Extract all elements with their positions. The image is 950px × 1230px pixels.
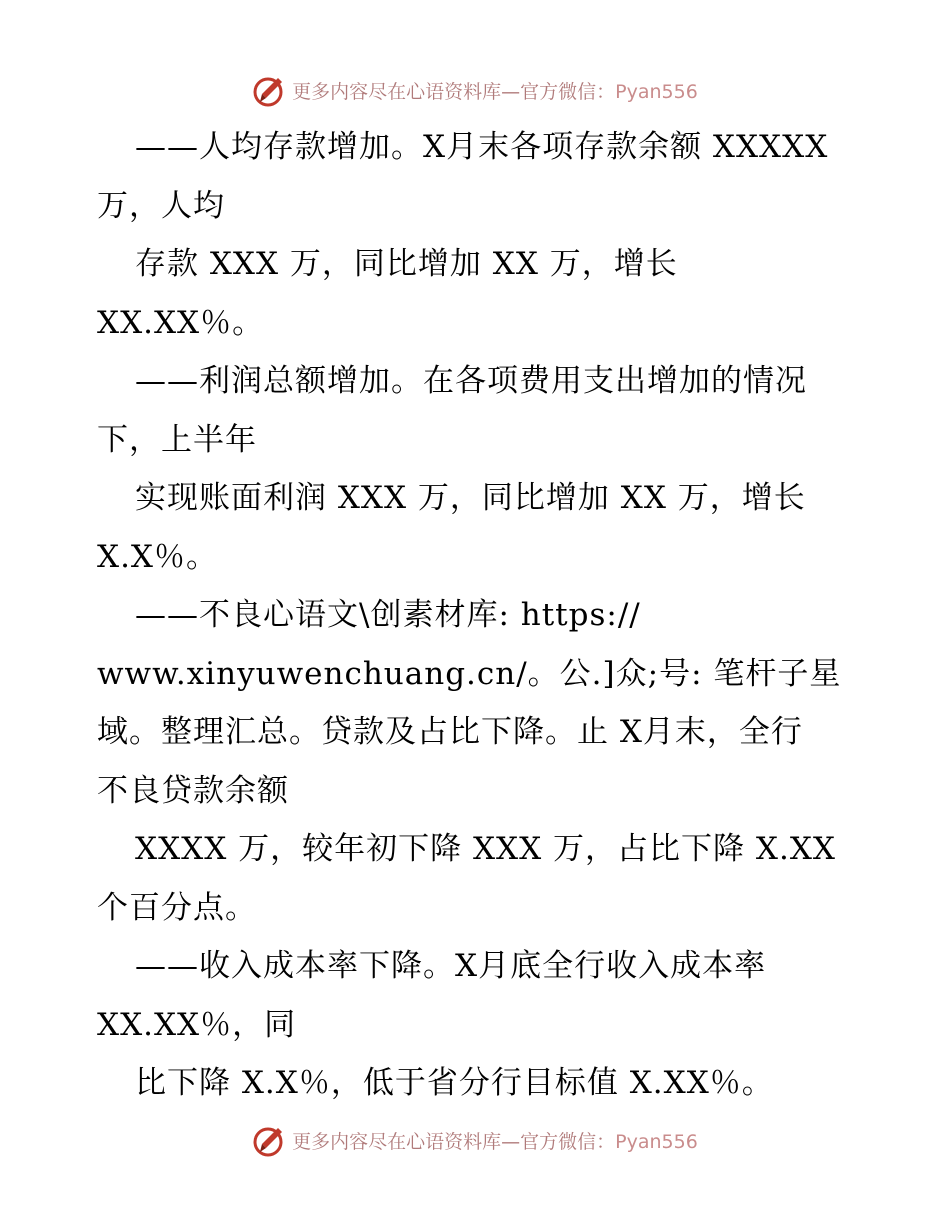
footer-banner bbox=[0, 1120, 950, 1160]
banner-text: 更多内容尽在心语资料库—官方微信：Pyan556 bbox=[292, 80, 698, 103]
document-body bbox=[97, 118, 867, 1113]
text-line: XXXX 万，较年初下降 XXX 万，占比下降 X.XX bbox=[135, 831, 836, 867]
text-line: 下，上半年 bbox=[97, 421, 257, 458]
text-line: www.xinyuwenchuang.cn/。公.]众;号: 笔杆子星 bbox=[97, 655, 842, 692]
text-line: 不良贷款余额 bbox=[97, 772, 289, 809]
banner-text: 更多内容尽在心语资料库—官方微信：Pyan556 bbox=[292, 1130, 698, 1153]
text-line: ——人均存款增加。X月末各项存款余额 XXXXX bbox=[135, 129, 829, 165]
logo-icon bbox=[252, 72, 288, 108]
header-banner bbox=[0, 70, 950, 110]
wechat-id: Pyan556 bbox=[615, 80, 698, 103]
text-line: 存款 XXX 万，同比增加 XX 万，增长 bbox=[135, 246, 678, 282]
text-line: ——收入成本率下降。X月底全行收入成本率 bbox=[135, 948, 767, 984]
text-line: ——利润总额增加。在各项费用支出增加的情况 bbox=[135, 363, 807, 399]
text-line: XX.XX％，同 bbox=[97, 1006, 297, 1043]
text-line: 万，人均 bbox=[97, 187, 225, 224]
text-line: X.X％。 bbox=[97, 538, 218, 575]
logo-icon bbox=[252, 1122, 288, 1158]
text-line: ——不良心语文\创素材库: https:// bbox=[135, 597, 641, 633]
wechat-id: Pyan556 bbox=[615, 1130, 698, 1153]
text-line: XX.XX％。 bbox=[97, 304, 265, 341]
text-line: 个百分点。 bbox=[97, 889, 257, 926]
text-line: 比下降 X.X％，低于省分行目标值 X.XX％。 bbox=[135, 1065, 774, 1101]
text-line: 域。整理汇总。贷款及占比下降。止 X月末，全行 bbox=[97, 714, 803, 750]
text-line: 实现账面利润 XXX 万，同比增加 XX 万，增长 bbox=[135, 480, 806, 516]
